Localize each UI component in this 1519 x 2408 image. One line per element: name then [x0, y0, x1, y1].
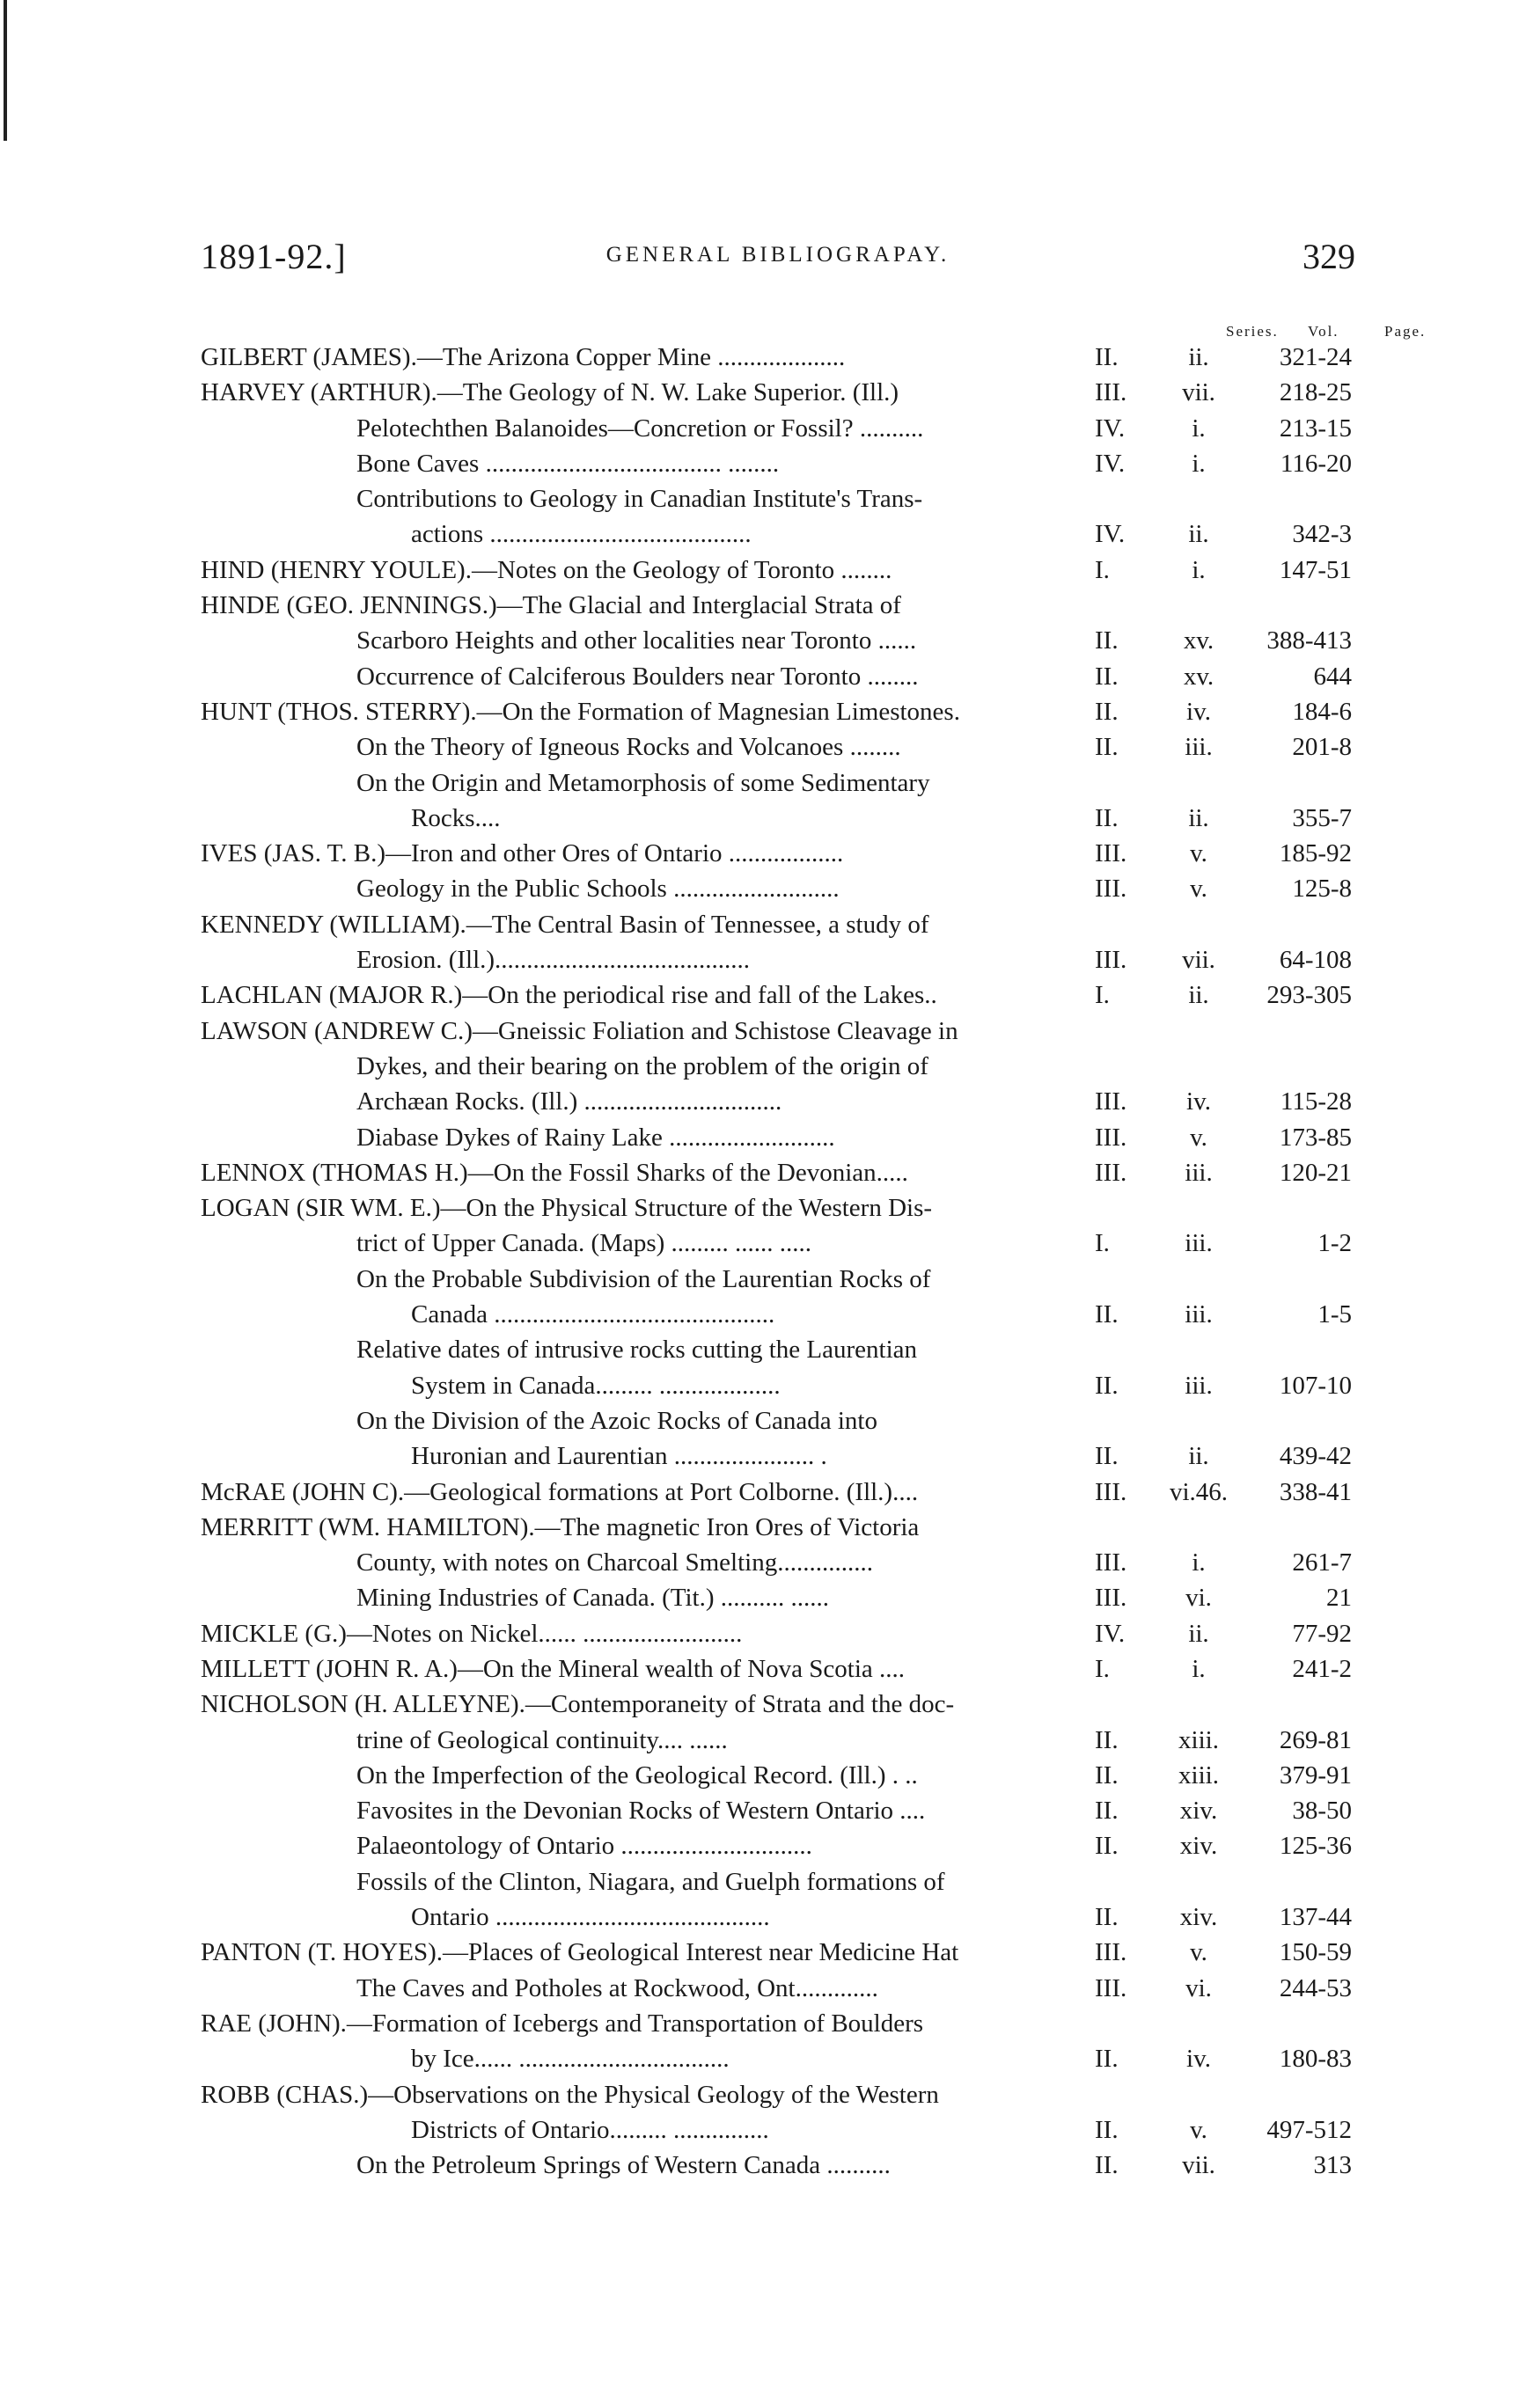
entry-text: On the Probable Subdivision of the Laurentian Rocks of [356, 1264, 931, 1293]
entry-volume: v. [1190, 1938, 1207, 1967]
bibliography-line [0, 2077, 1519, 2112]
bibliography-line [0, 1935, 1519, 1970]
bibliography-line [0, 836, 1519, 871]
entry-pages: 355-7 [1292, 803, 1352, 832]
entry-text: trict of Upper Canada. (Maps) ......... ...... ..... [356, 1229, 812, 1258]
entry-volume: xiv. [1179, 1832, 1218, 1861]
entry-volume: v. [1190, 1123, 1207, 1152]
entry-pages: 201-8 [1292, 733, 1352, 762]
entry-text: PANTON (T. HOYES).—Places of Geological Interest near Medicine Hat [201, 1938, 959, 1967]
bibliography-line [0, 977, 1519, 1013]
bibliography-line [0, 1368, 1519, 1403]
entry-series: II. [1095, 662, 1119, 691]
bibliography-line [0, 553, 1519, 588]
column-header-vol: Vol. [1308, 323, 1339, 340]
entry-volume: v. [1190, 2115, 1207, 2144]
entry-text: MERRITT (WM. HAMILTON).—The magnetic Iron Ores of Victoria [201, 1512, 920, 1541]
entry-pages: 241-2 [1292, 1654, 1352, 1683]
bibliography-line [0, 1438, 1519, 1474]
bibliography-line [0, 1120, 1519, 1155]
bibliography-list [0, 340, 1519, 2183]
entry-text: Districts of Ontario......... ............... [411, 2115, 769, 2144]
entry-series: II. [1095, 2045, 1119, 2074]
entry-text: County, with notes on Charcoal Smelting............... [356, 1548, 873, 1577]
entry-series: III. [1095, 1973, 1127, 2002]
entry-volume: vi.46. [1169, 1477, 1229, 1506]
entry-pages: 439-42 [1279, 1442, 1352, 1471]
entry-text: Palaeontology of Ontario .............................. [356, 1832, 812, 1861]
bibliography-line [0, 1475, 1519, 1510]
entry-text: Occurrence of Calciferous Boulders near Toronto ........ [356, 662, 919, 691]
entry-series: II. [1095, 626, 1119, 655]
entry-series: IV. [1095, 1619, 1126, 1648]
entry-text: Relative dates of intrusive rocks cutting the Laurentian [356, 1336, 917, 1365]
entry-text: actions ......................................... [411, 520, 752, 549]
entry-pages: 64-108 [1279, 946, 1352, 975]
entry-pages: 321-24 [1279, 343, 1352, 371]
entry-pages: 107-10 [1279, 1371, 1352, 1400]
entry-pages: 120-21 [1279, 1158, 1352, 1187]
entry-volume: xiii. [1178, 1760, 1219, 1790]
entry-text: Fossils of the Clinton, Niagara, and Guelph formations of [356, 1867, 945, 1896]
column-header-page: Page. [1384, 323, 1427, 340]
bibliography-line [0, 1616, 1519, 1651]
entry-series: II. [1095, 343, 1119, 371]
entry-text: Dykes, and their bearing on the problem of the origin of [356, 1051, 928, 1080]
bibliography-line [0, 1297, 1519, 1332]
entry-volume: i. [1192, 1548, 1206, 1577]
entry-text: LACHLAN (MAJOR R.)—On the periodical rise and fall of the Lakes.. [201, 981, 937, 1010]
entry-series: I. [1095, 981, 1110, 1010]
margin-scan-mark [4, 0, 7, 141]
entry-text: MILLETT (JOHN R. A.)—On the Mineral wealth of Nova Scotia .... [201, 1654, 906, 1683]
entry-text: Archæan Rocks. (Ill.) ............................... [356, 1087, 782, 1116]
entry-text: On the Origin and Metamorphosis of some Sedimentary [356, 768, 930, 797]
bibliography-line [0, 623, 1519, 658]
entry-volume: ii. [1188, 803, 1209, 832]
entry-volume: vi. [1185, 1973, 1212, 2002]
entry-series: III. [1095, 1158, 1127, 1187]
bibliography-line [0, 801, 1519, 836]
entry-volume: iii. [1185, 1158, 1213, 1187]
entry-text: Huronian and Laurentian ...................... . [411, 1442, 827, 1471]
bibliography-line [0, 411, 1519, 446]
entry-volume: iv. [1186, 2045, 1211, 2074]
entry-series: III. [1095, 378, 1127, 407]
entry-series: III. [1095, 875, 1127, 904]
bibliography-line [0, 907, 1519, 942]
bibliography-line [0, 1510, 1519, 1545]
entry-text: Contributions to Geology in Canadian Institute's Trans- [356, 485, 923, 514]
entry-volume: xiii. [1178, 1725, 1219, 1754]
entry-text: LAWSON (ANDREW C.)—Gneissic Foliation and Schistose Cleavage in [201, 1016, 958, 1045]
entry-text: Erosion. (Ill.)........................................ [356, 946, 751, 975]
entry-pages: 342-3 [1292, 520, 1352, 549]
entry-volume: v. [1190, 839, 1207, 868]
entry-pages: 185-92 [1279, 839, 1352, 868]
bibliography-line [0, 1262, 1519, 1297]
entry-text: McRAE (JOHN C).—Geological formations at Port Colborne. (Ill.).... [201, 1477, 919, 1506]
entry-pages: 293-305 [1266, 981, 1352, 1010]
bibliography-line [0, 2006, 1519, 2041]
entry-series: II. [1095, 1760, 1119, 1790]
entry-volume: i. [1192, 555, 1206, 584]
entry-series: IV. [1095, 449, 1126, 478]
entry-pages: 313 [1313, 2151, 1352, 2180]
entry-series: II. [1095, 697, 1119, 726]
entry-series: I. [1095, 1229, 1110, 1258]
entry-pages: 388-413 [1266, 626, 1352, 655]
entry-text: GILBERT (JAMES).—The Arizona Copper Mine .................... [201, 343, 846, 371]
entry-text: Canada ............................................ [411, 1300, 775, 1329]
entry-series: II. [1095, 733, 1119, 762]
entry-pages: 21 [1326, 1584, 1352, 1613]
bibliography-line [0, 2148, 1519, 2183]
entry-pages: 497-512 [1266, 2115, 1352, 2144]
entry-pages: 1-5 [1317, 1300, 1352, 1329]
bibliography-line [0, 588, 1519, 623]
entry-pages: 137-44 [1279, 1903, 1352, 1932]
entry-volume: iv. [1186, 1087, 1211, 1116]
entry-pages: 1-2 [1317, 1229, 1352, 1258]
entry-text: HINDE (GEO. JENNINGS.)—The Glacial and Interglacial Strata of [201, 591, 901, 620]
bibliography-line [0, 1332, 1519, 1367]
entry-volume: i. [1192, 414, 1206, 443]
entry-pages: 147-51 [1279, 555, 1352, 584]
bibliography-line [0, 1758, 1519, 1793]
entry-text: HIND (HENRY YOULE).—Notes on the Geology of Toronto ........ [201, 555, 892, 584]
entry-text: Scarboro Heights and other localities near Toronto ...... [356, 626, 917, 655]
bibliography-line [0, 765, 1519, 801]
entry-text: Favosites in the Devonian Rocks of Western Ontario .... [356, 1797, 926, 1826]
entry-text: HARVEY (ARTHUR).—The Geology of N. W. Lake Superior. (Ill.) [201, 378, 899, 407]
entry-volume: vii. [1182, 2151, 1215, 2180]
entry-series: IV. [1095, 414, 1126, 443]
bibliography-line [0, 1190, 1519, 1226]
entry-text: On the Petroleum Springs of Western Canada .......... [356, 2151, 891, 2180]
entry-series: III. [1095, 839, 1127, 868]
bibliography-line [0, 729, 1519, 765]
bibliography-line [0, 2041, 1519, 2076]
entry-volume: v. [1190, 875, 1207, 904]
bibliography-line [0, 942, 1519, 977]
bibliography-line [0, 1687, 1519, 1722]
bibliography-line [0, 2112, 1519, 2148]
entry-volume: xv. [1183, 626, 1214, 655]
entry-volume: xiv. [1179, 1797, 1218, 1826]
entry-text: System in Canada......... ................... [411, 1371, 781, 1400]
entry-pages: 213-15 [1279, 414, 1352, 443]
bibliography-line [0, 1014, 1519, 1049]
bibliography-line [0, 1226, 1519, 1261]
entry-series: II. [1095, 2115, 1119, 2144]
bibliography-line [0, 1049, 1519, 1084]
entry-volume: vi. [1185, 1584, 1212, 1613]
entry-text: by Ice...... ................................. [411, 2045, 730, 2074]
bibliography-line [0, 1155, 1519, 1190]
bibliography-line [0, 694, 1519, 729]
entry-text: RAE (JOHN).—Formation of Icebergs and Transportation of Boulders [201, 2009, 924, 2038]
entry-pages: 338-41 [1279, 1477, 1352, 1506]
column-header-series: Series. [1226, 323, 1279, 340]
entry-text: On the Division of the Azoic Rocks of Canada into [356, 1406, 877, 1435]
entry-volume: iii. [1185, 733, 1213, 762]
bibliography-line [0, 1545, 1519, 1580]
entry-volume: iii. [1185, 1229, 1213, 1258]
bibliography-line [0, 1793, 1519, 1828]
entry-volume: ii. [1188, 981, 1209, 1010]
bibliography-line [0, 516, 1519, 552]
bibliography-line [0, 1828, 1519, 1863]
bibliography-line [0, 375, 1519, 410]
entry-text: KENNEDY (WILLIAM).—The Central Basin of Tennessee, a study of [201, 910, 929, 939]
entry-pages: 244-53 [1279, 1973, 1352, 2002]
entry-series: I. [1095, 555, 1110, 584]
entry-text: Bone Caves ..................................... ........ [356, 449, 780, 478]
entry-text: LOGAN (SIR WM. E.)—On the Physical Structure of the Western Dis- [201, 1194, 933, 1223]
bibliography-line [0, 1971, 1519, 2006]
entry-series: II. [1095, 1725, 1119, 1754]
entry-series: IV. [1095, 520, 1126, 549]
page-header [201, 236, 1355, 289]
entry-series: III. [1095, 1938, 1127, 1967]
entry-text: Rocks.... [411, 803, 501, 832]
entry-text: trine of Geological continuity.... ...... [356, 1725, 728, 1754]
entry-pages: 379-91 [1279, 1760, 1352, 1790]
entry-text: MICKLE (G.)—Notes on Nickel...... ......................... [201, 1619, 743, 1648]
entry-series: III. [1095, 1584, 1127, 1613]
bibliography-line [0, 446, 1519, 481]
entry-volume: vii. [1182, 946, 1215, 975]
entry-text: LENNOX (THOMAS H.)—On the Fossil Sharks of the Devonian..... [201, 1158, 908, 1187]
entry-series: II. [1095, 1903, 1119, 1932]
bibliography-line [0, 659, 1519, 694]
page-number: 329 [1303, 237, 1355, 276]
entry-text: IVES (JAS. T. B.)—Iron and other Ores of Ontario .................. [201, 839, 844, 868]
entry-volume: ii. [1188, 343, 1209, 371]
entry-text: ROBB (CHAS.)—Observations on the Physical Geology of the Western [201, 2080, 939, 2109]
bibliography-line [0, 1580, 1519, 1615]
bibliography-line [0, 1651, 1519, 1687]
entry-text: Diabase Dykes of Rainy Lake .......................... [356, 1123, 835, 1152]
entry-text: HUNT (THOS. STERRY).—On the Formation of Magnesian Limestones. [201, 697, 960, 726]
entry-volume: ii. [1188, 520, 1209, 549]
bibliography-line [0, 1864, 1519, 1899]
entry-text: The Caves and Potholes at Rockwood, Ont............. [356, 1973, 878, 2002]
entry-pages: 261-7 [1292, 1548, 1352, 1577]
entry-volume: iv. [1186, 697, 1211, 726]
bibliography-line [0, 1723, 1519, 1758]
entry-volume: iii. [1185, 1371, 1213, 1400]
entry-series: III. [1095, 1123, 1127, 1152]
entry-volume: xv. [1183, 662, 1214, 691]
bibliography-line [0, 1403, 1519, 1438]
entry-series: II. [1095, 1442, 1119, 1471]
entry-pages: 180-83 [1279, 2045, 1352, 2074]
entry-pages: 125-36 [1279, 1832, 1352, 1861]
entry-series: III. [1095, 1548, 1127, 1577]
entry-series: I. [1095, 1654, 1110, 1683]
entry-text: Pelotechthen Balanoides—Concretion or Fossil? .......... [356, 414, 924, 443]
page-header-title: GENERAL BIBLIOGRAPAY. [605, 243, 950, 267]
entry-series: II. [1095, 1832, 1119, 1861]
entry-pages: 38-50 [1292, 1797, 1352, 1826]
entry-text: NICHOLSON (H. ALLEYNE).—Contemporaneity of Strata and the doc- [201, 1690, 955, 1719]
entry-pages: 184-6 [1292, 697, 1352, 726]
entry-text: On the Theory of Igneous Rocks and Volcanoes ........ [356, 733, 901, 762]
entry-pages: 116-20 [1280, 449, 1352, 478]
entry-pages: 173-85 [1279, 1123, 1352, 1152]
entry-text: On the Imperfection of the Geological Record. (Ill.) . .. [356, 1760, 918, 1790]
entry-pages: 125-8 [1292, 875, 1352, 904]
entry-volume: iii. [1185, 1300, 1213, 1329]
bibliography-line [0, 481, 1519, 516]
entry-pages: 269-81 [1279, 1725, 1352, 1754]
entry-series: III. [1095, 1477, 1127, 1506]
bibliography-line [0, 1084, 1519, 1119]
entry-series: II. [1095, 803, 1119, 832]
entry-series: III. [1095, 946, 1127, 975]
entry-series: II. [1095, 1797, 1119, 1826]
entry-series: II. [1095, 1300, 1119, 1329]
entry-pages: 115-28 [1280, 1087, 1352, 1116]
entry-volume: i. [1192, 449, 1206, 478]
entry-pages: 644 [1313, 662, 1352, 691]
entry-volume: ii. [1188, 1619, 1209, 1648]
entry-volume: i. [1192, 1654, 1206, 1683]
entry-text: Mining Industries of Canada. (Tit.) .......... ...... [356, 1584, 830, 1613]
entry-volume: xiv. [1179, 1903, 1218, 1932]
entry-volume: ii. [1188, 1442, 1209, 1471]
bibliography-line [0, 1899, 1519, 1935]
entry-text: Ontario ........................................... [411, 1903, 770, 1932]
page-header-years: 1891-92.] [201, 237, 347, 276]
entry-pages: 218-25 [1279, 378, 1352, 407]
entry-series: II. [1095, 2151, 1119, 2180]
entry-pages: 150-59 [1279, 1938, 1352, 1967]
bibliography-line [0, 871, 1519, 906]
bibliography-line [0, 340, 1519, 375]
entry-text: Geology in the Public Schools .......................... [356, 875, 840, 904]
entry-volume: vii. [1182, 378, 1215, 407]
entry-pages: 77-92 [1292, 1619, 1352, 1648]
entry-series: III. [1095, 1087, 1127, 1116]
entry-series: II. [1095, 1371, 1119, 1400]
